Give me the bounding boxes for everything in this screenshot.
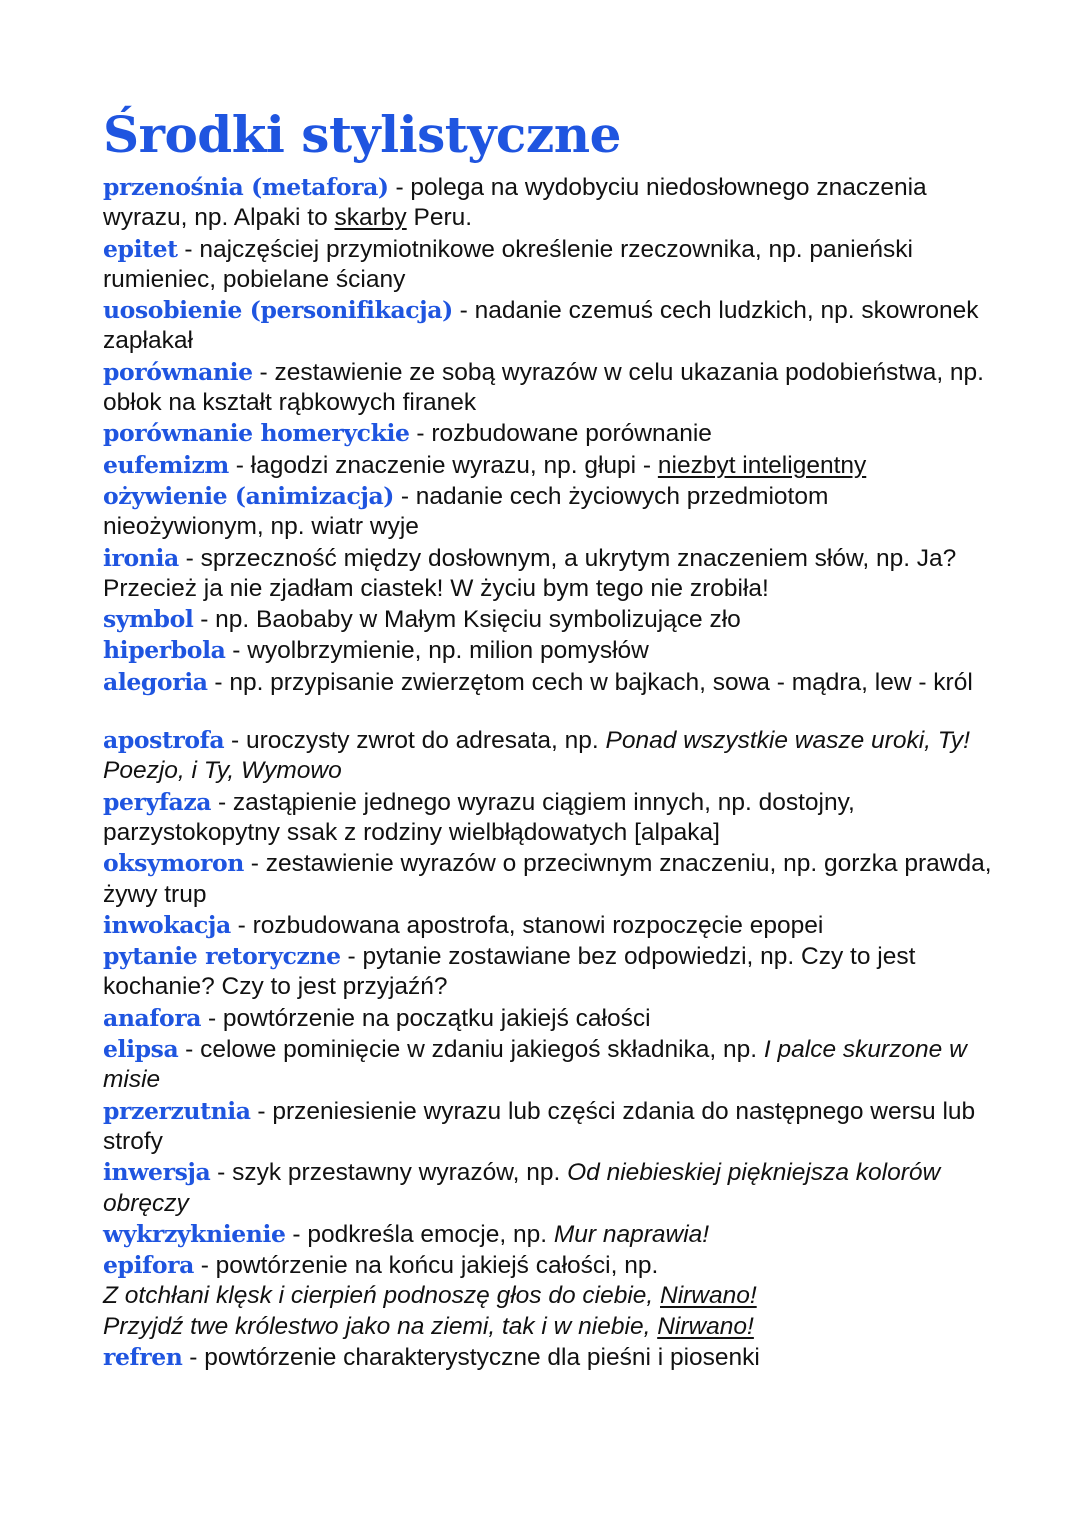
entry-elipsa — [103, 1034, 993, 1096]
entry-term: porównanie — [103, 357, 253, 386]
entry-definition: - pytanie zostawiane bez odpowiedzi, np. Czy to jest kochanie? Czy to jest przyjaźń? — [103, 943, 916, 1001]
italic-example: Mur naprawia! — [553, 1220, 710, 1248]
italic-example: Od niebieskiej piękniejsza kolorów obręczy — [103, 1159, 941, 1217]
entry-ironia — [103, 543, 993, 605]
entry-ozywienie — [103, 481, 993, 543]
example-text: Przyjdź twe królestwo jako na ziemi, tak i w niebie, — [103, 1312, 658, 1340]
entry-term: ożywienie (animizacja) — [103, 481, 395, 510]
entry-definition: - rozbudowane porównanie — [409, 420, 712, 448]
entry-definition: - szyk przestawny wyrazów, np. — [210, 1159, 568, 1187]
entry-eufemizm — [103, 450, 993, 481]
entry-definition: - np. Baobaby w Małym Księciu symbolizujące zło — [193, 606, 741, 634]
entry-term: inwersja — [103, 1158, 211, 1187]
entry-term: uosobienie (personifikacja) — [103, 296, 453, 325]
epifora-example-line-2 — [103, 1312, 993, 1342]
entry-definition: - wyolbrzymienie, np. milion pomysłów — [225, 637, 649, 665]
entry-term: pytanie retoryczne — [103, 942, 341, 971]
entry-definition: - np. przypisanie zwierzętom cech w bajkach, sowa - mądra, lew - król — [207, 668, 973, 696]
entry-anafora — [103, 1003, 993, 1034]
entry-przerzutnia — [103, 1096, 993, 1158]
entry-definition: - nadanie cech życiowych przedmiotom nieożywionym, np. wiatr wyje — [103, 482, 829, 541]
entry-term: hiperbola — [103, 636, 226, 665]
entry-refren — [103, 1342, 993, 1373]
entry-uosobienie — [103, 295, 993, 357]
entry-epitet — [103, 234, 993, 296]
entry-term: eufemizm — [103, 450, 229, 479]
entry-definition: - sprzeczność między dosłownym, a ukrytym znaczeniem słów, np. Ja? Przecież ja nie zjadłam ciastek! W życiu bym tego nie zrobiła! — [103, 544, 957, 602]
entry-term: inwokacja — [103, 910, 231, 939]
entry-term: przenośnia (metafora) — [103, 173, 389, 201]
entry-symbol — [103, 604, 993, 635]
section-gap — [103, 698, 993, 725]
entry-definition: - celowe pominięcie w zdaniu jakiegoś składnika, np. — [178, 1036, 764, 1064]
entry-term: alegoria — [103, 667, 208, 696]
underlined-example: Nirwano! — [660, 1282, 757, 1310]
entry-definition: - nadanie czemuś cech ludzkich, np. skowronek zapłakał — [103, 297, 979, 355]
entry-peryfaza — [103, 787, 993, 849]
entry-term: refren — [103, 1342, 183, 1371]
entry-definition: - przeniesienie wyrazu lub części zdania do następnego wersu lub strofy — [103, 1097, 976, 1155]
entry-definition: - powtórzenie na końcu jakiejś całości, np. — [193, 1252, 659, 1280]
entry-term: porównanie homeryckie — [103, 419, 410, 448]
underlined-example: niezbyt inteligentny — [657, 451, 867, 479]
entry-term: epitet — [103, 234, 178, 263]
entry-term: apostrofa — [103, 726, 225, 755]
italic-example: Ponad wszystkie wasze uroki, Ty! Poezjo, i Ty, Wymowo — [103, 727, 970, 785]
entry-definition: - rozbudowana apostrofa, stanowi rozpoczęcie epopei — [230, 911, 824, 939]
entry-pytanie-retoryczne — [103, 941, 993, 1003]
entry-definition: - najczęściej przymiotnikowe określenie rzeczownika, np. panieński rumieniec, pobielane ściany — [103, 235, 913, 293]
italic-example: I palce skurzone w misie — [103, 1036, 967, 1094]
entry-porownanie — [103, 357, 993, 419]
entry-term: peryfaza — [103, 787, 212, 816]
entry-term: wykrzyknienie — [103, 1219, 286, 1248]
entry-oksymoron — [103, 848, 993, 910]
entry-term: elipsa — [103, 1035, 179, 1064]
entry-inwersja — [103, 1157, 993, 1219]
entry-term: oksymoron — [103, 849, 244, 878]
entry-term: ironia — [103, 543, 179, 572]
example-text: Z otchłani klęsk i cierpień podnoszę głos do ciebie, — [103, 1282, 661, 1310]
entry-definition: - polega na wydobyciu niedosłownego znaczenia wyrazu, np. Alpaki to — [103, 174, 927, 232]
entry-inwokacja — [103, 910, 993, 941]
entry-alegoria — [103, 667, 993, 698]
entry-definition: - łagodzi znaczenie wyrazu, np. głupi - — [228, 451, 658, 479]
entry-definition-tail: Peru. — [406, 204, 473, 232]
epifora-example-line-1 — [103, 1281, 993, 1311]
entry-epifora — [103, 1250, 993, 1281]
entry-term: przerzutnia — [103, 1096, 251, 1125]
entry-apostrofa — [103, 725, 993, 787]
entry-term: symbol — [103, 605, 194, 634]
page-title: Środki stylistyczne — [103, 105, 621, 164]
document-page — [103, 104, 993, 1373]
entry-hiperbola — [103, 635, 993, 666]
entry-definition: - zestawienie wyrazów o przeciwnym znaczeniu, np. gorzka prawda, żywy trup — [103, 850, 992, 908]
underlined-example: Nirwano! — [657, 1312, 754, 1340]
entry-definition: - zestawienie ze sobą wyrazów w celu ukazania podobieństwa, np. obłok na kształt rąbkowych firanek — [103, 358, 984, 417]
entry-definition: - zastąpienie jednego wyrazu ciągiem innych, np. dostojny, parzystokopytny ssak z rodziny wielbłądowatych [alpaka] — [103, 788, 855, 846]
entry-definition: - uroczysty zwrot do adresata, np. — [224, 727, 606, 755]
underlined-example: skarby — [334, 204, 407, 232]
entry-term: epifora — [103, 1251, 194, 1280]
entry-definition: - podkreśla emocje, np. — [285, 1220, 554, 1248]
entry-porownanie-homeryckie — [103, 418, 993, 449]
entry-term: anafora — [103, 1003, 202, 1032]
entry-wykrzyknienie — [103, 1219, 993, 1250]
entry-definition: - powtórzenie na początku jakiejś całości — [201, 1004, 651, 1032]
entry-definition: - powtórzenie charakterystyczne dla pieśni i piosenki — [182, 1343, 760, 1371]
entry-metafora — [103, 172, 993, 234]
